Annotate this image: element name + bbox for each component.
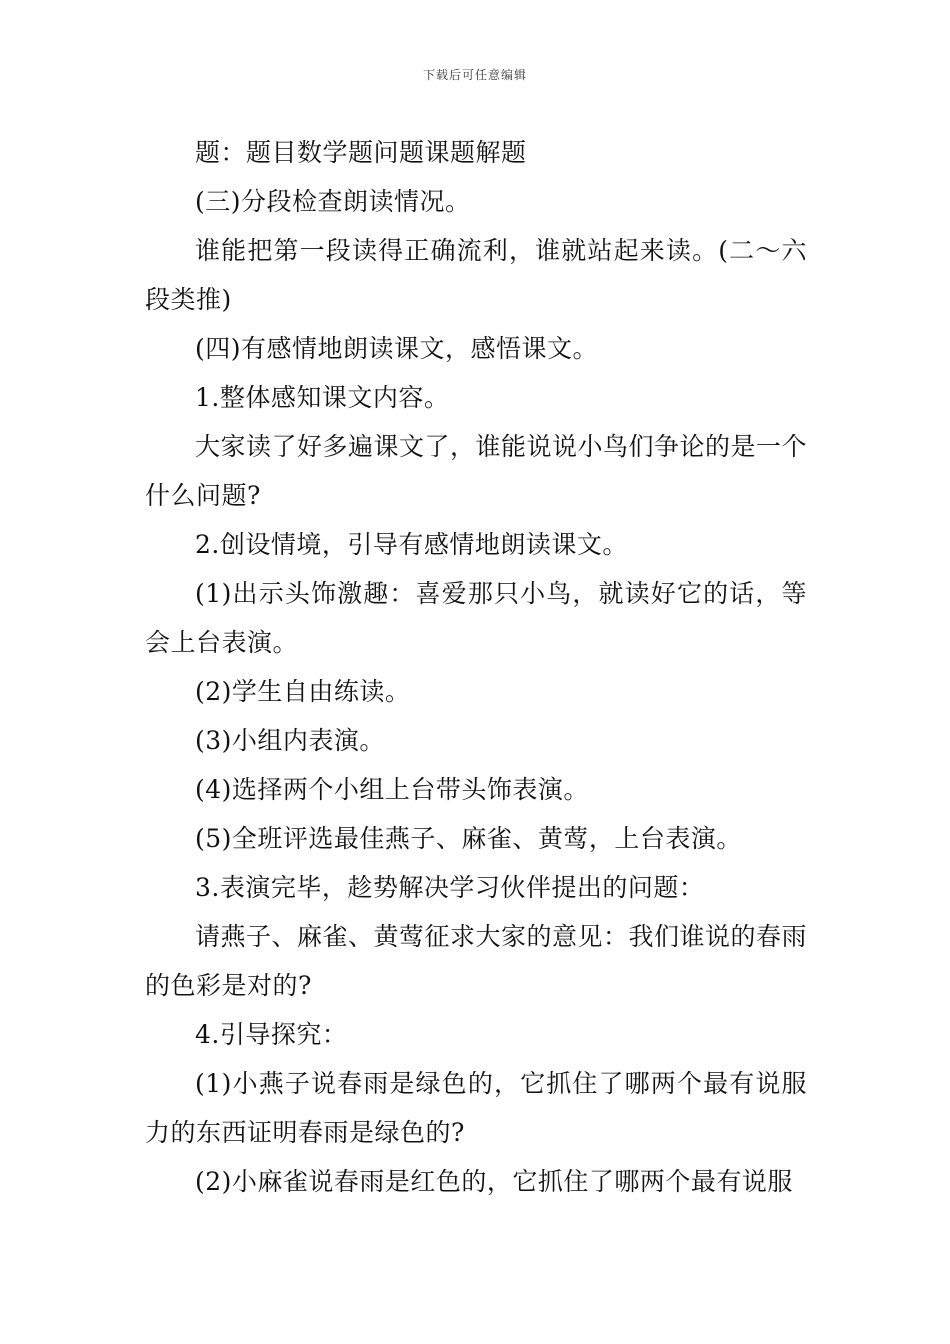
paragraph: (5)全班评选最佳燕子、麻雀、黄莺，上台表演。 bbox=[195, 824, 742, 853]
paragraph: (三)分段检查朗读情况。 bbox=[195, 187, 471, 216]
page-header: 下载后可任意编辑 bbox=[422, 68, 527, 82]
paragraph: 2.创设情境，引导有感情地朗读课文。 bbox=[195, 530, 628, 559]
paragraph: 谁能把第一段读得正确流利，谁就站起来读。(二～六段类推) bbox=[145, 236, 807, 314]
paragraph: (1)小燕子说春雨是绿色的，它抓住了哪两个最有说服力的东西证明春雨是绿色的? bbox=[145, 1069, 807, 1147]
paragraph: 题：题目数学题问题课题解题 bbox=[195, 138, 527, 167]
paragraph: (3)小组内表演。 bbox=[195, 726, 385, 755]
paragraph: 大家读了好多遍课文了，谁能说说小鸟们争论的是一个什么问题? bbox=[145, 432, 808, 510]
paragraph: 请燕子、麻雀、黄莺征求大家的意见：我们谁说的春雨的色彩是对的? bbox=[145, 922, 808, 1000]
document-body bbox=[145, 128, 807, 1206]
paragraph: 4.引导探究： bbox=[195, 1020, 348, 1049]
paragraph: (四)有感情地朗读课文，感悟课文。 bbox=[195, 334, 599, 363]
paragraph: (4)选择两个小组上台带头饰表演。 bbox=[195, 775, 589, 804]
paragraph: (2)小麻雀说春雨是红色的，它抓住了哪两个最有说服 bbox=[195, 1167, 793, 1196]
paragraph: 1.整体感知课文内容。 bbox=[195, 383, 450, 412]
paragraph: (2)学生自由练读。 bbox=[195, 677, 411, 706]
paragraph: (1)出示头饰激趣：喜爱那只小鸟，就读好它的话，等会上台表演。 bbox=[145, 579, 807, 657]
paragraph: 3.表演完毕，趁势解决学习伙伴提出的问题： bbox=[195, 873, 705, 902]
